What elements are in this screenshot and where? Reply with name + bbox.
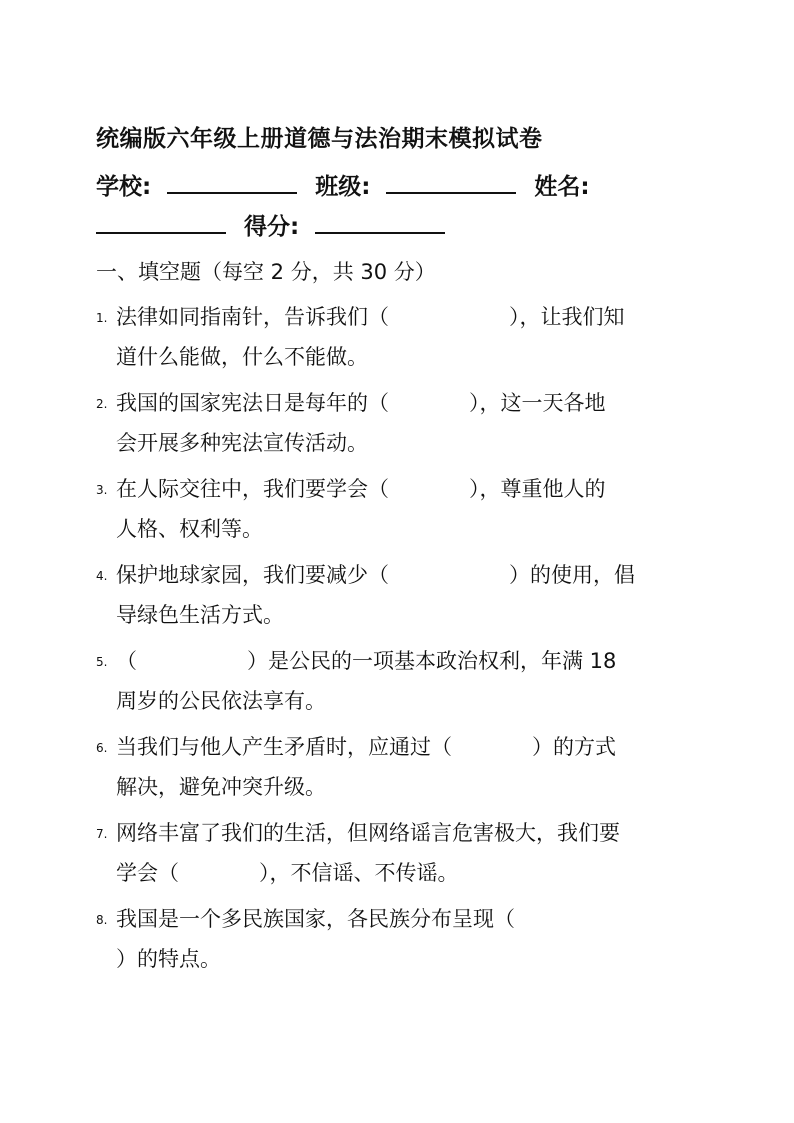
question-number: 5. [96,654,108,669]
question-text: 周岁的公民依法享有。 [116,688,326,713]
question-item [96,642,706,721]
question-text: ）是公民的一项基本政治权利，年满 18 [247,649,617,673]
class-blank [386,170,516,194]
question-text: ），让我们知 [509,305,625,329]
question-number: 1. [96,310,108,325]
question-text: 保护地球家园，我们要减少（ [116,563,389,587]
question-item [96,384,706,463]
document-title: 统编版六年级上册道德与法治期末模拟试卷 [96,126,543,152]
question-item [96,728,706,807]
question-item [96,814,706,893]
question-text: 法律如同指南针，告诉我们（ [116,305,389,329]
question-text: 在人际交往中，我们要学会（ [116,477,389,501]
question-text: ）的使用，倡 [509,563,635,587]
question-text: ），尊重他人的 [469,477,606,501]
section-heading: 一、填空题（每空 2 分，共 30 分） [96,260,436,284]
question-text: ）的特点。 [116,946,221,971]
question-number: 7. [96,826,108,841]
question-text: 学会（ [116,860,179,885]
question-number: 8. [96,912,108,927]
question-text: ），不信谣、不传谣。 [259,860,459,885]
question-number: 2. [96,396,108,411]
question-text: 解决，避免冲突升级。 [116,774,326,799]
question-text: 道什么能做，什么不能做。 [116,344,368,369]
question-text: 人格、权利等。 [116,516,263,541]
question-text: 当我们与他人产生矛盾时，应通过（ [116,735,452,759]
school-blank [167,170,297,194]
class-label: 班级: [315,174,371,200]
question-text: 导绿色生活方式。 [116,602,284,627]
question-item [96,900,706,979]
question-text: ）的方式 [532,735,616,759]
question-item [96,470,706,549]
score-blank [315,210,445,234]
question-number: 4. [96,568,108,583]
question-text: 我国是一个多民族国家，各民族分布呈现（ [116,907,515,931]
score-label: 得分: [244,214,300,240]
question-number: 3. [96,482,108,497]
name-label: 姓名: [534,174,590,200]
school-label: 学校: [96,174,152,200]
question-text: 会开展多种宪法宣传活动。 [116,430,368,455]
question-text: ），这一天各地 [469,391,606,415]
question-text: （ [116,649,137,673]
question-number: 6. [96,740,108,755]
student-info-line-1 [96,168,590,201]
name-blank [96,210,226,234]
question-item [96,556,706,635]
question-text: 我国的国家宪法日是每年的（ [116,391,389,415]
question-item [96,298,706,377]
student-info-line-2 [96,208,463,241]
question-text: 网络丰富了我们的生活，但网络谣言危害极大，我们要 [116,821,620,845]
